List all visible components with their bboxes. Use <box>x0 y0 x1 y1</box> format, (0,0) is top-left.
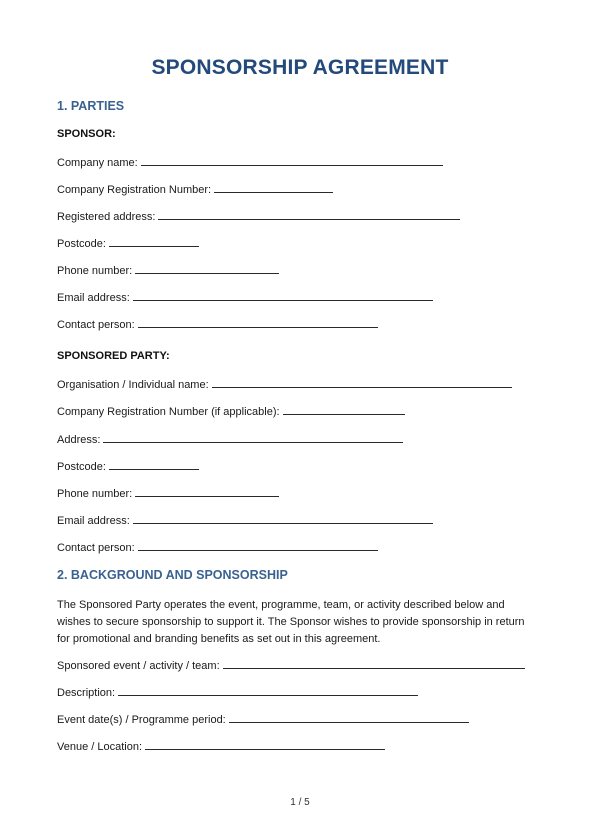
contact-blank[interactable] <box>138 540 378 551</box>
company-name-blank[interactable] <box>141 155 443 166</box>
contact-blank[interactable] <box>138 317 378 328</box>
sponsored-contact-field[interactable] <box>57 540 378 554</box>
field-label: Registered address: <box>57 211 156 223</box>
sponsored-email-field[interactable] <box>57 513 433 527</box>
phone-blank[interactable] <box>135 263 279 274</box>
sponsor-postcode-field[interactable] <box>57 236 199 250</box>
field-label: Address: <box>57 434 101 446</box>
registered-address-blank[interactable] <box>158 209 460 220</box>
venue-blank[interactable] <box>145 739 385 750</box>
section-heading-parties: 1. PARTIES <box>57 99 125 113</box>
description-blank[interactable] <box>118 685 418 696</box>
sponsored-registration-number-field[interactable] <box>57 404 405 418</box>
event-dates-blank[interactable] <box>229 712 469 723</box>
page-number: 1 / 5 <box>290 797 310 808</box>
section-heading-background: 2. BACKGROUND AND SPONSORSHIP <box>57 568 288 582</box>
sponsored-phone-field[interactable] <box>57 486 279 500</box>
email-blank[interactable] <box>133 290 433 301</box>
field-label: Phone number: <box>57 488 133 500</box>
organisation-name-blank[interactable] <box>212 377 512 388</box>
phone-blank[interactable] <box>135 486 279 497</box>
field-label: Postcode: <box>57 461 106 473</box>
sponsored-event-field[interactable] <box>57 658 525 672</box>
sponsored-address-field[interactable] <box>57 432 403 446</box>
field-label: Sponsored event / activity / team: <box>57 660 220 672</box>
registration-number-blank[interactable] <box>283 404 405 415</box>
postcode-blank[interactable] <box>109 236 199 247</box>
field-label: Event date(s) / Programme period: <box>57 714 226 726</box>
sponsor-heading: SPONSOR: <box>57 128 116 140</box>
field-label: Phone number: <box>57 265 133 277</box>
field-label: Venue / Location: <box>57 741 143 753</box>
field-label: Company Registration Number: <box>57 184 212 196</box>
sponsor-contact-field[interactable] <box>57 317 378 331</box>
field-label: Contact person: <box>57 319 135 331</box>
field-label: Company name: <box>57 157 138 169</box>
address-blank[interactable] <box>103 432 403 443</box>
registration-number-blank[interactable] <box>214 182 333 193</box>
event-blank[interactable] <box>223 658 525 669</box>
field-label: Email address: <box>57 515 130 527</box>
event-dates-field[interactable] <box>57 712 469 726</box>
document-title: SPONSORSHIP AGREEMENT <box>151 56 449 79</box>
paragraph-line: for promotional and branding benefits as set out in this agreement. <box>57 633 381 645</box>
field-label: Email address: <box>57 292 130 304</box>
field-label: Organisation / Individual name: <box>57 379 209 391</box>
paragraph-line: wishes to secure sponsorship to support it. The Sponsor wishes to provide sponsorship in return <box>57 616 525 628</box>
sponsor-phone-field[interactable] <box>57 263 279 277</box>
sponsor-company-name-field[interactable] <box>57 155 443 169</box>
sponsor-registered-address-field[interactable] <box>57 209 460 223</box>
field-label: Postcode: <box>57 238 106 250</box>
venue-field[interactable] <box>57 739 385 753</box>
sponsored-name-field[interactable] <box>57 377 512 391</box>
email-blank[interactable] <box>133 513 433 524</box>
field-label: Description: <box>57 687 116 699</box>
paragraph-line: The Sponsored Party operates the event, programme, team, or activity described below and <box>57 599 505 611</box>
field-label: Contact person: <box>57 542 135 554</box>
description-field[interactable] <box>57 685 418 699</box>
sponsored-party-heading: SPONSORED PARTY: <box>57 350 170 362</box>
sponsor-registration-number-field[interactable] <box>57 182 333 196</box>
sponsor-email-field[interactable] <box>57 290 433 304</box>
sponsored-postcode-field[interactable] <box>57 459 199 473</box>
background-paragraph <box>57 597 543 648</box>
postcode-blank[interactable] <box>109 459 199 470</box>
field-label: Company Registration Number (if applicable): <box>57 406 280 418</box>
